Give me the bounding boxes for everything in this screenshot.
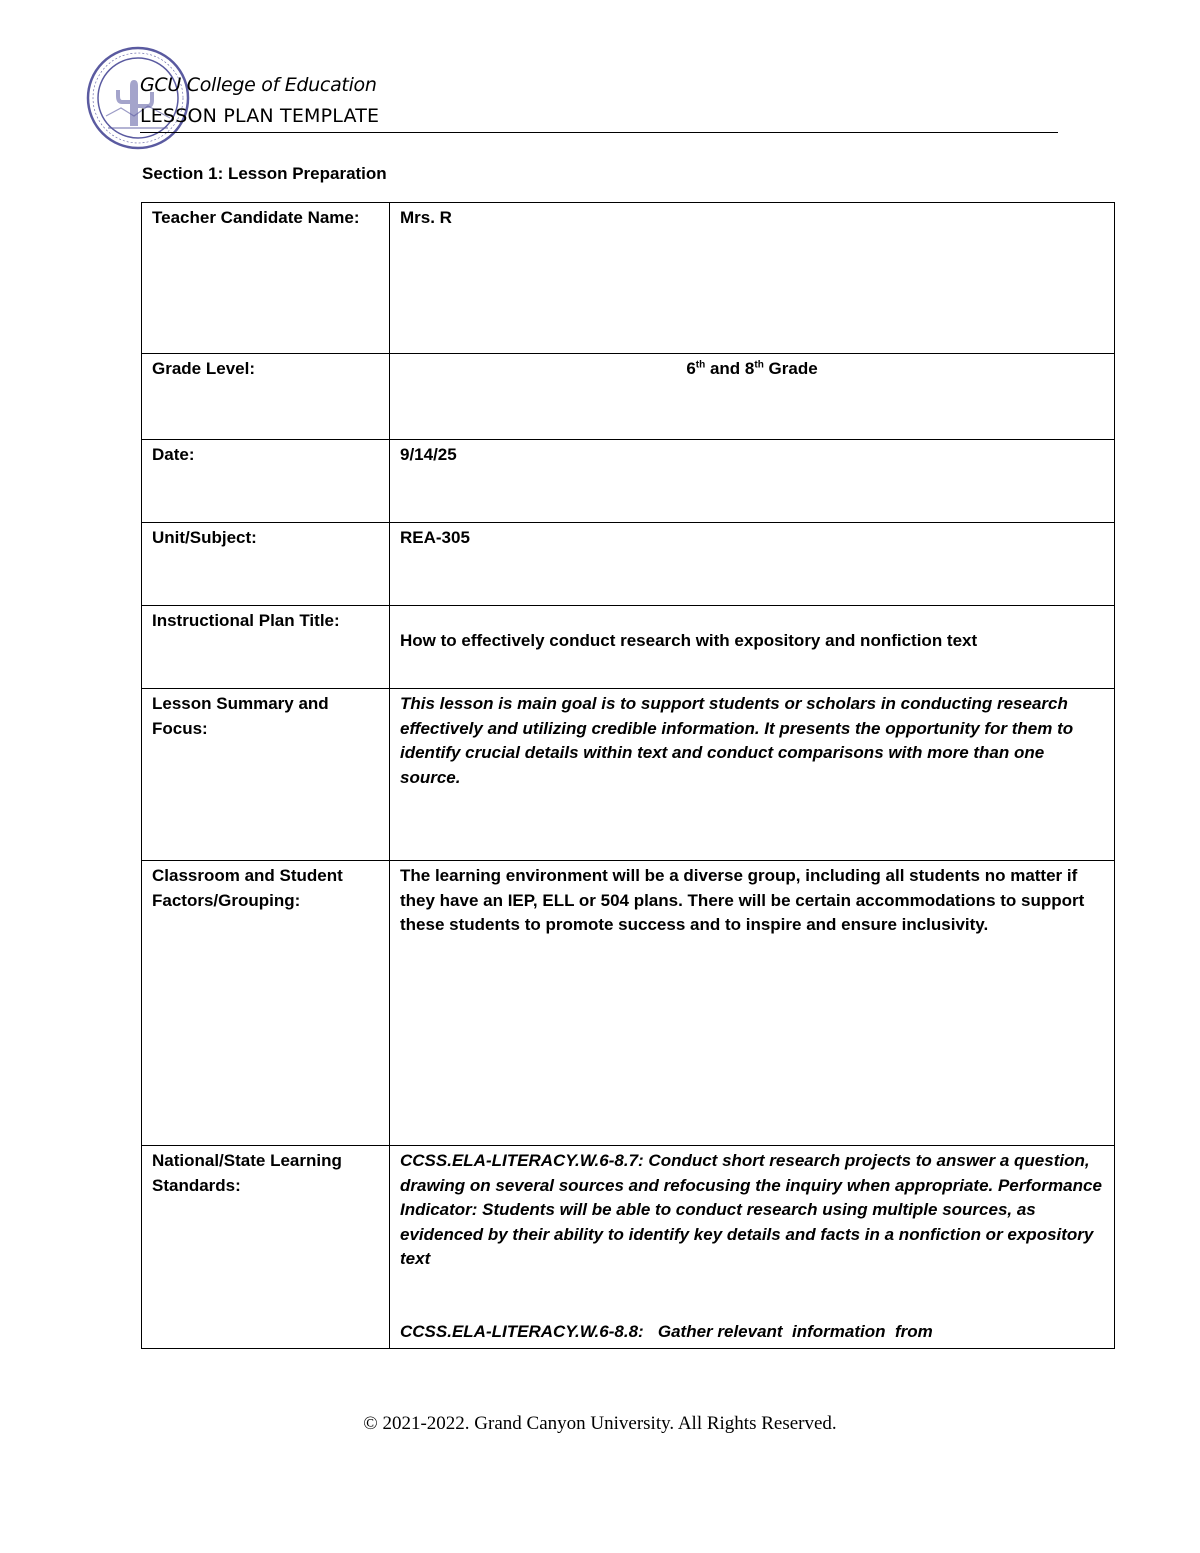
classroom-value: The learning environment will be a diverse group, including all students no matter if they have an IEP, ELL or 504 plans. There will be certain accommodations to support these students to promote success and to inspire and ensure inclusivity. — [390, 861, 1115, 1146]
template-title: LESSON PLAN TEMPLATE — [140, 105, 380, 127]
standards-label: National/State Learning Standards: — [142, 1146, 390, 1349]
summary-label: Lesson Summary and Focus: — [142, 689, 390, 861]
classroom-label: Classroom and Student Factors/Grouping: — [142, 861, 390, 1146]
teacher-value: Mrs. R — [390, 203, 1115, 354]
table-row — [142, 354, 1115, 440]
header-divider — [140, 132, 1058, 133]
standard-w8: CCSS.ELA-LITERACY.W.6-8.8: Gather relevant information from — [400, 1321, 933, 1341]
table-row — [142, 689, 1115, 861]
grade-value: 6th and 8th Grade — [390, 354, 1115, 440]
table-row — [142, 606, 1115, 689]
standards-value — [390, 1146, 1115, 1349]
table-row — [142, 1146, 1115, 1349]
unit-label: Unit/Subject: — [142, 523, 390, 606]
plan-title-label: Instructional Plan Title: — [142, 606, 390, 689]
date-label: Date: — [142, 440, 390, 523]
university-seal-logo — [86, 46, 190, 150]
plan-title-value: How to effectively conduct research with expository and nonfiction text — [390, 606, 1115, 689]
section-title: Section 1: Lesson Preparation — [142, 164, 387, 183]
summary-value: This lesson is main goal is to support students or scholars in conducting research effectively and utilizing credible information. It presents the opportunity for them to identify crucial details within text and conduct comparisons with more than one source. — [390, 689, 1115, 861]
table-row — [142, 523, 1115, 606]
lesson-preparation-table — [141, 202, 1115, 1349]
unit-value: REA-305 — [390, 523, 1115, 606]
table-row — [142, 440, 1115, 523]
standard-w7: CCSS.ELA-LITERACY.W.6-8.7: Conduct short research projects to answer a question, drawing on several sources and refocusing the inquiry when appropriate. Performance Indicator: Students will be able to conduct research using multiple sources, as evidenced by their ability to identify key details and facts in a nonfiction or expository text — [400, 1151, 1102, 1268]
date-value: 9/14/25 — [390, 440, 1115, 523]
college-name: GCU College of Education — [140, 74, 377, 96]
teacher-label: Teacher Candidate Name: — [142, 203, 390, 354]
grade-label: Grade Level: — [142, 354, 390, 440]
copyright-footer: © 2021-2022. Grand Canyon University. All Rights Reserved. — [363, 1413, 837, 1434]
table-row — [142, 861, 1115, 1146]
table-row — [142, 203, 1115, 354]
